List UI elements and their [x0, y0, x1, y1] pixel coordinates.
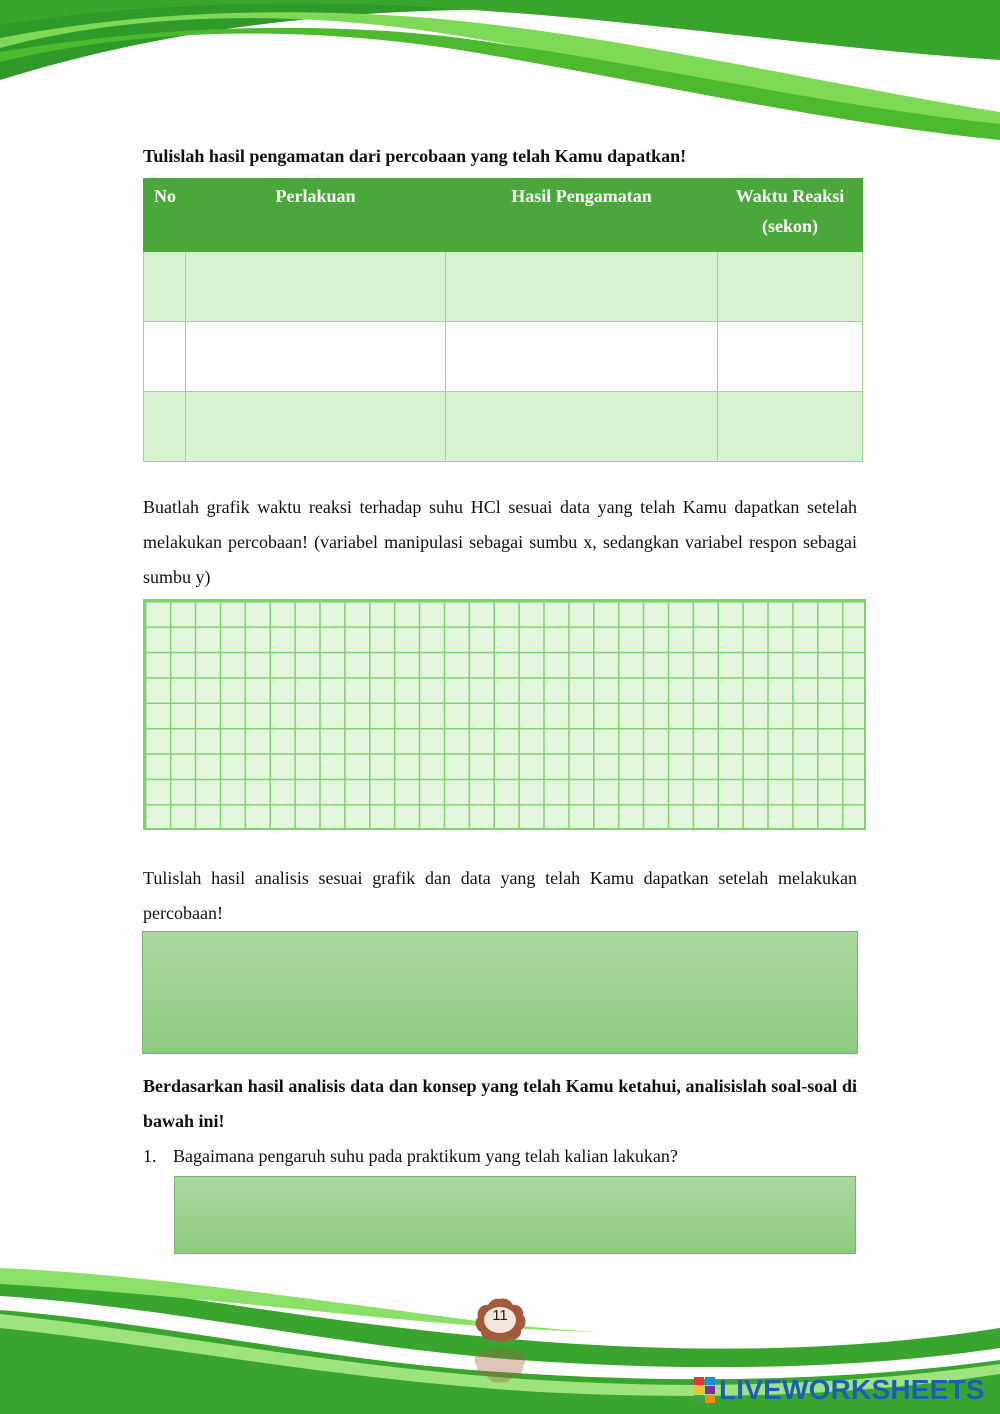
cell-hasil-pengamatan[interactable]: [446, 252, 718, 322]
top-decorative-wave: [0, 0, 1000, 140]
analysis-answer-box[interactable]: [142, 931, 858, 1054]
question-1-text: Bagaimana pengaruh suhu pada praktikum yang telah kalian lakukan?: [173, 1146, 678, 1166]
table-header-row: [144, 179, 863, 252]
cell-waktu-reaksi[interactable]: [718, 252, 863, 322]
observation-table: [143, 178, 863, 462]
cell-waktu-reaksi[interactable]: [718, 392, 863, 462]
column-header-hasil-pengamatan: Hasil Pengamatan: [446, 179, 718, 252]
page-number: 11: [492, 1307, 508, 1324]
graph-grid-area[interactable]: [143, 599, 866, 830]
questions-instruction: Berdasarkan hasil analisis data dan konsep yang telah Kamu ketahui, analisislah soal-soal di bawah ini!: [143, 1076, 857, 1131]
waktu-reaksi-unit: (sekon): [761, 216, 818, 236]
cell-hasil-pengamatan[interactable]: [446, 392, 718, 462]
cell-perlakuan[interactable]: [186, 322, 446, 392]
liveworksheets-wordmark: LIVEWORKSHEETS: [719, 1374, 985, 1405]
table-row: [144, 322, 863, 392]
cell-perlakuan[interactable]: [186, 252, 446, 322]
analysis-instruction: Tulislah hasil analisis sesuai grafik dan data yang telah Kamu dapatkan setelah melakukan percobaan!: [143, 868, 857, 923]
column-header-perlakuan: Perlakuan: [186, 179, 446, 252]
table-row: [144, 252, 863, 322]
cell-no[interactable]: [144, 392, 186, 462]
column-header-waktu-reaksi: [718, 179, 863, 252]
page-badge-reflection-icon: [473, 1348, 527, 1384]
liveworksheets-logo: [694, 1374, 985, 1406]
question-1-answer-box[interactable]: [174, 1176, 856, 1254]
liveworksheets-mark-icon: [694, 1377, 716, 1403]
table-row: [144, 392, 863, 462]
observation-instruction: Tulislah hasil pengamatan dari percobaan yang telah Kamu dapatkan!: [143, 146, 687, 166]
graph-instruction: Buatlah grafik waktu reaksi terhadap suhu HCl sesuai data yang telah Kamu dapatkan setelah melakukan percobaan! (variabel manipulasi sebagai sumbu x, sedangkan variabel respon sebagai sumbu y): [143, 497, 857, 587]
waktu-reaksi-label: Waktu Reaksi: [735, 186, 845, 206]
cell-hasil-pengamatan[interactable]: [446, 322, 718, 392]
column-header-no: No: [144, 179, 186, 252]
question-1-number: 1.: [143, 1146, 157, 1166]
cell-no[interactable]: [144, 322, 186, 392]
question-1: [143, 1141, 678, 1171]
cell-perlakuan[interactable]: [186, 392, 446, 462]
cell-no[interactable]: [144, 252, 186, 322]
cell-waktu-reaksi[interactable]: [718, 322, 863, 392]
